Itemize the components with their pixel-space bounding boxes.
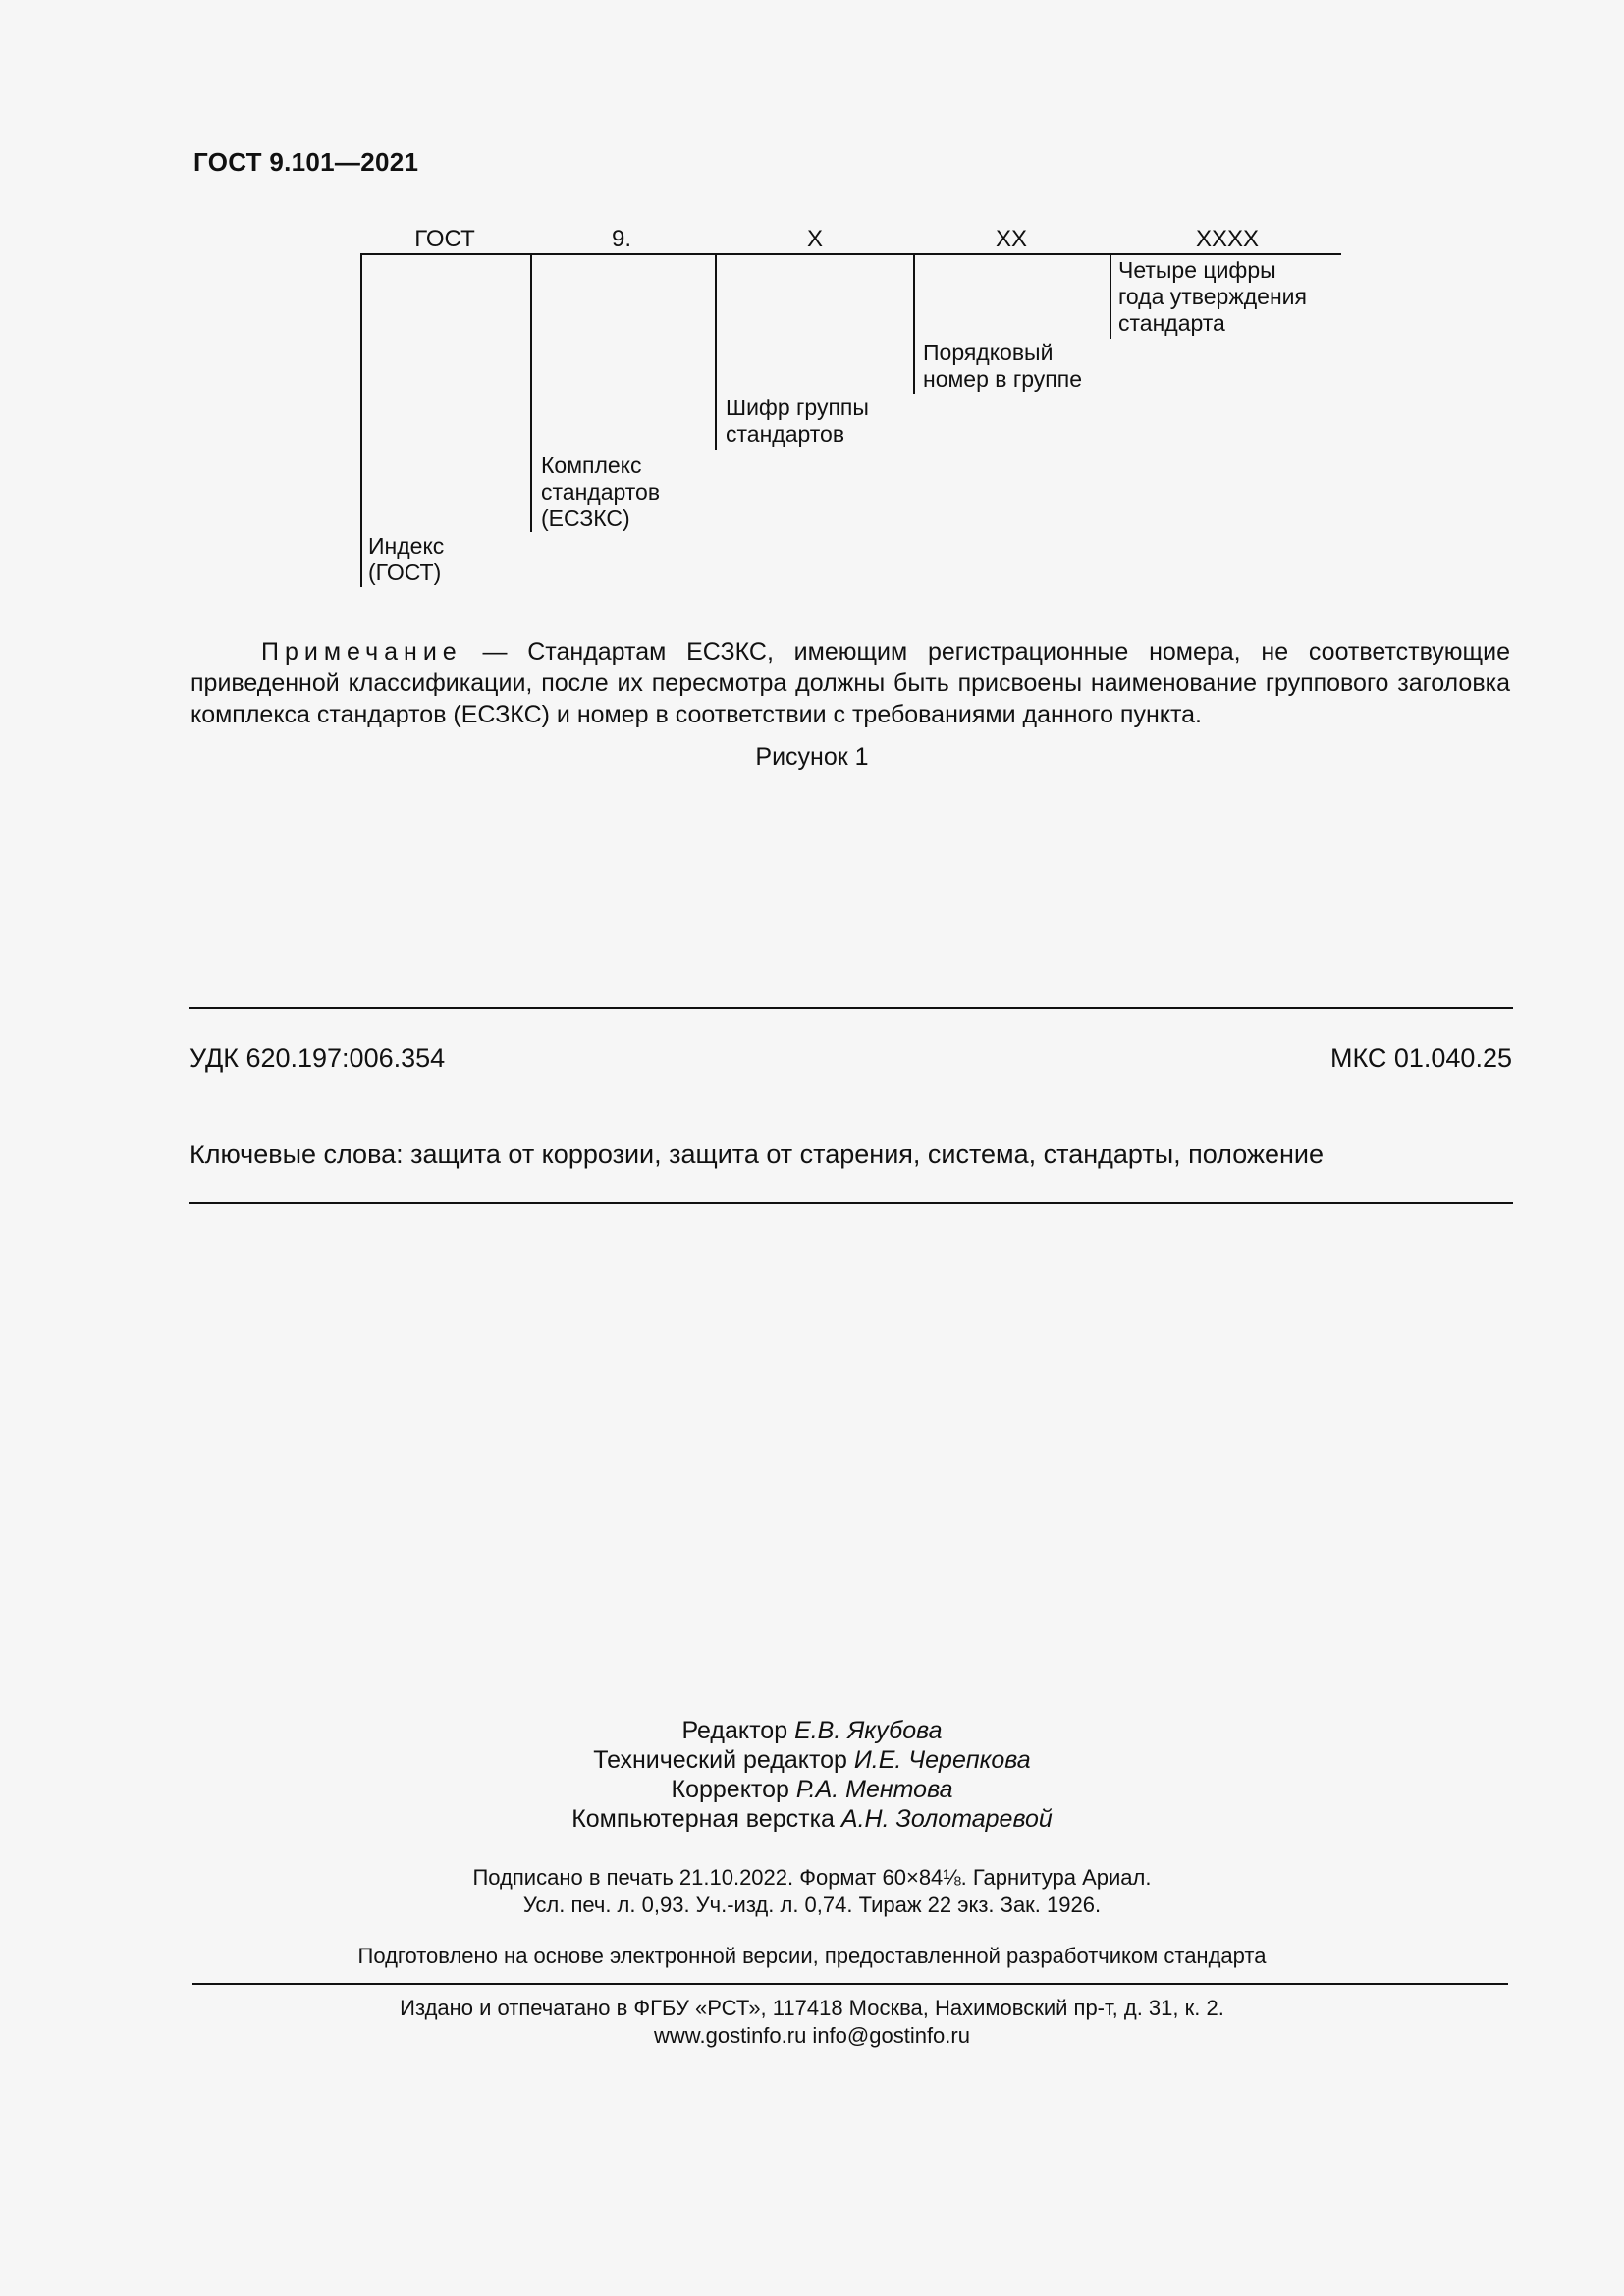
code-ordinal: ХХ bbox=[995, 226, 1027, 252]
complex-line bbox=[530, 253, 532, 532]
staff-corrector: Корректор Р.А. Ментова bbox=[671, 1776, 953, 1803]
keywords-line: Ключевые слова: защита от коррозии, защита от старения, система, стандарты, положение bbox=[189, 1140, 1325, 1169]
code-gost: ГОСТ bbox=[414, 226, 475, 252]
print-info bbox=[0, 1864, 1624, 1919]
staff-tech-editor: Технический редактор И.Е. Черепкова bbox=[593, 1746, 1031, 1774]
cipher-line bbox=[715, 253, 717, 450]
code-group: Х bbox=[806, 226, 823, 252]
publisher-info bbox=[0, 1995, 1624, 2050]
index-line bbox=[360, 253, 362, 587]
label-complex: Комплекс стандартов (ЕСЗКС) bbox=[541, 453, 661, 531]
note-paragraph bbox=[190, 636, 1510, 730]
figure-caption: Рисунок 1 bbox=[755, 743, 869, 771]
staff-layout: Компьютерная верстка А.Н. Золотаревой bbox=[571, 1805, 1053, 1833]
note-heading: Примечание bbox=[261, 638, 462, 666]
label-year: Четыре цифры года утверждения стандарта bbox=[1118, 257, 1307, 336]
label-index: Индекс (ГОСТ) bbox=[368, 533, 445, 585]
label-cipher: Шифр группы стандартов bbox=[726, 395, 869, 447]
designation-diagram bbox=[0, 0, 1624, 609]
publisher-address: Издано и отпечатано в ФГБУ «РСТ», 117418 Москва, Нахимовский пр-т, д. 31, к. 2. bbox=[400, 1996, 1224, 2020]
label-ordinal: Порядковый номер в группе bbox=[923, 340, 1083, 392]
prepared-note: Подготовлено на основе электронной версии, предоставленной разработчиком стандарта bbox=[357, 1944, 1267, 1968]
staff-block bbox=[0, 1716, 1624, 1834]
publisher-contacts: www.gostinfo.ru info@gostinfo.ru bbox=[654, 2023, 970, 2048]
rule-bottom bbox=[189, 1202, 1513, 1204]
document-header: ГОСТ 9.101—2021 bbox=[193, 147, 419, 177]
mks-code: МКС 01.040.25 bbox=[1329, 1043, 1512, 1073]
udk-code: УДК 620.197:006.354 bbox=[189, 1043, 446, 1073]
rule-top bbox=[189, 1007, 1513, 1009]
print-info-line-2: Усл. печ. л. 0,93. Уч.-изд. л. 0,74. Тираж 22 экз. Зак. 1926. bbox=[522, 1893, 1102, 1917]
code-year: ХХХХ bbox=[1195, 226, 1260, 252]
year-line bbox=[1110, 253, 1111, 339]
rule-publisher bbox=[192, 1983, 1508, 1985]
staff-editor: Редактор Е.В. Якубова bbox=[681, 1717, 943, 1744]
code-complex: 9. bbox=[611, 226, 631, 252]
diagram-top-line bbox=[360, 253, 1341, 255]
print-info-line-1: Подписано в печать 21.10.2022. Формат 60×84⅛. Гарнитура Ариал. bbox=[472, 1865, 1152, 1890]
ordinal-line bbox=[913, 253, 915, 394]
note-text: — Стандартам ЕСЗКС, имеющим регистрационные номера, не соответствующие приведенной классификации, после их пересмотра должны быть присвоены наименование группового заголовка комплекса стандартов (ЕСЗКС) и номер в соответствии с требованиями данного пункта. bbox=[190, 638, 1510, 728]
